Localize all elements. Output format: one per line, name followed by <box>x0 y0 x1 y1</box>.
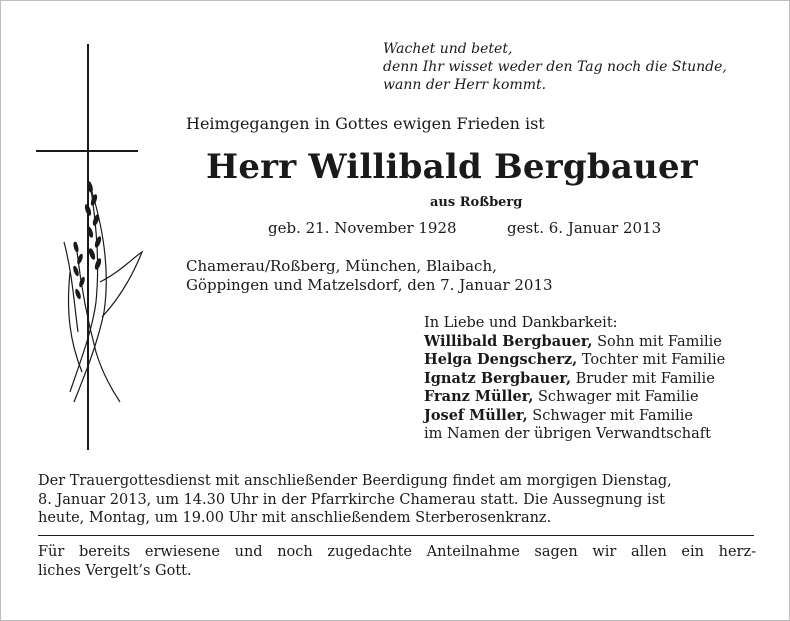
cross-with-wheat-icon <box>30 42 150 452</box>
mourner-relation: Sohn mit Familie <box>597 333 722 350</box>
mourner-relation: Tochter mit Familie <box>581 352 726 368</box>
thanks-line: liches Vergelt’s Gott. <box>38 563 192 579</box>
mourner-row <box>424 407 725 426</box>
mourner-name: Franz Müller, <box>424 388 534 405</box>
mourner-name: Helga Dengscherz, <box>424 351 578 368</box>
mourner-relation: Bruder mit Familie <box>575 370 715 387</box>
mourner-relation: Schwager mit Familie <box>532 407 693 424</box>
service-line: Der Trauergottesdienst mit anschließender Beerdigung findet am morgigen Dienstag, <box>38 473 672 489</box>
mourners-block <box>424 314 725 444</box>
thanks-text <box>38 543 756 581</box>
mourners-heading: In Liebe und Dankbarkeit: <box>424 315 618 331</box>
intro-text: Heimgegangen in Gottes ewigen Frieden ist <box>186 114 545 133</box>
place-and-date <box>186 257 553 295</box>
service-info <box>38 472 756 528</box>
mourners-closing: im Namen der übrigen Verwandtschaft <box>424 426 711 442</box>
death-date: gest. 6. Januar 2013 <box>507 219 662 237</box>
mourner-relation: Schwager mit Familie <box>537 389 699 405</box>
mourner-name: Willibald Bergbauer, <box>424 332 593 350</box>
mourner-name: Josef Müller, <box>424 406 528 424</box>
mourner-row <box>424 388 725 407</box>
deceased-origin: aus Roßberg <box>430 195 523 210</box>
service-line: 8. Januar 2013, um 14.30 Uhr in der Pfarrkirche Chamerau statt. Die Aussegnung ist <box>38 491 665 508</box>
verse-line: Wachet und betet, <box>383 41 513 57</box>
mourner-row <box>424 370 725 389</box>
place-line: Göppingen und Matzelsdorf, den 7. Januar 2013 <box>186 276 553 294</box>
verse-line: wann der Herr kommt. <box>383 77 547 93</box>
verse-line: denn Ihr wisset weder den Tag noch die Stunde, <box>383 59 727 75</box>
deceased-name: Herr Willibald Bergbauer <box>206 147 698 187</box>
divider <box>38 535 754 536</box>
bible-verse <box>383 40 727 94</box>
mourner-row <box>424 333 725 352</box>
mourner-row <box>424 351 725 370</box>
thanks-line: Für bereits erwiesene und noch zugedachte Anteilnahme sagen wir allen ein herz- <box>38 544 756 560</box>
birth-date: geb. 21. November 1928 <box>268 219 457 237</box>
place-line: Chamerau/Roßberg, München, Blaibach, <box>186 257 497 275</box>
service-line: heute, Montag, um 19.00 Uhr mit anschließendem Sterberosenkranz. <box>38 510 552 526</box>
mourner-name: Ignatz Bergbauer, <box>424 369 572 387</box>
